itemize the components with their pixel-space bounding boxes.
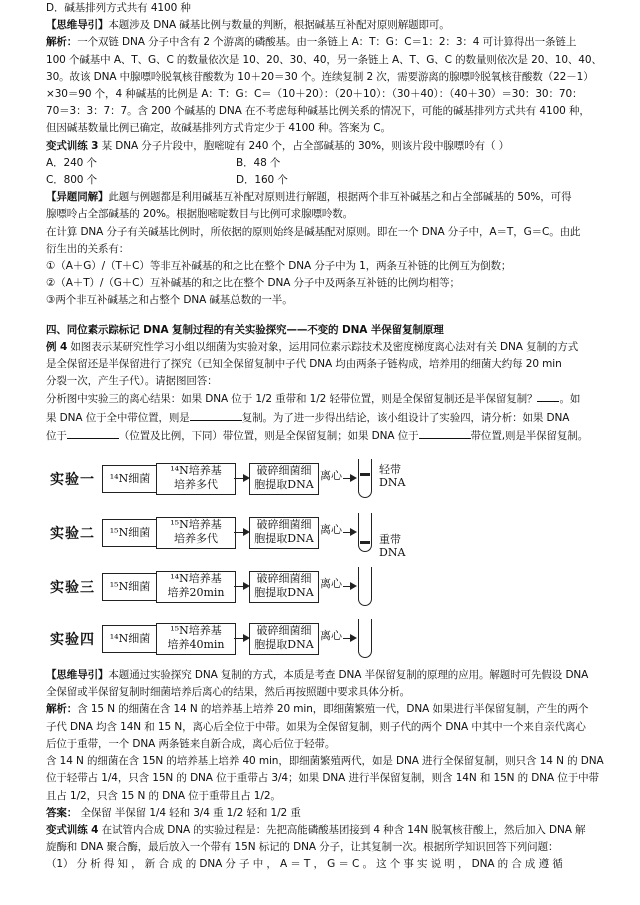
variant-4-line-3: （1） 分 析 得 知 ， 新 合 成 的 DNA 分 子 中 ， A ＝ T ， G ＝ C 。 这 个 事 实 说 明 ， DNA 的 合 成 遵 循 [46, 858, 563, 871]
experiment-2-bacteria: ¹⁵N细菌 [102, 519, 158, 547]
same-solution-text: 此题与例题都是利用碱基互补配对原则进行解题，根据两个非互补碱基之和占全部碱基的 50%，可得 [108, 191, 572, 204]
analysis-2-line-1 [46, 701, 614, 718]
experiment-3-medium-top: ¹⁴N培养基 [170, 572, 222, 586]
analysis-line-1 [46, 34, 614, 51]
experiment-2-label: 实验二 [50, 526, 95, 543]
experiment-2-band-text: 重带 [379, 533, 401, 547]
example-4-text-4b: 。如 [559, 393, 581, 406]
experiment-3-process [249, 571, 319, 603]
experiment-3-arrow-2 [343, 586, 355, 587]
rule-line-1: 在计算 DNA 分子有关碱基比例时，所依据的原则始终是碱基配对原则。即在一个 DNA 分子中，A＝T，G＝C。由此 [46, 225, 581, 238]
analysis-line-3: 30。故该 DNA 中腺嘌呤脱氧核苷酸数为 10＋20＝30 个。连续复制 2 次，需要游离的腺嘌呤脱氧核苷酸数（22－1） [46, 70, 594, 83]
example-4-text-5: 果 DNA 位于全中带位置，则是 [46, 411, 190, 424]
experiment-1-medium [156, 463, 236, 495]
analysis-line-5: 70＝3：3：7：7。含 200 个碱基的 DNA 在不考虑每种碱基比例关系的情况下，可能的碱基排列方式共有 4100 种， [46, 105, 590, 118]
analysis-2-line-2: 子代 DNA 均含 14N 和 15 N，离心后全位于中带。如果为全保留复制，则子代的两个 DNA 中其中一个来自亲代离心 [46, 720, 586, 733]
analysis-2-tag: 解析： [46, 703, 78, 716]
experiment-2-arrow-1 [234, 532, 248, 533]
experiment-4-process-bottom: 胞提取DNA [254, 638, 314, 652]
experiment-4-process [249, 623, 319, 655]
analysis-tag: 解析： [46, 36, 78, 49]
experiment-3-medium [156, 571, 236, 603]
example-4-line-6 [46, 427, 614, 445]
experiment-3-medium-bottom: 培养20min [167, 586, 225, 600]
answer-tag: 答案： [46, 806, 78, 819]
experiment-1-process [249, 463, 319, 495]
experiment-2-band-dna: DNA [379, 546, 406, 560]
experiment-1-band-label [379, 463, 405, 489]
section-4-heading: 四、同位素示踪标记 DNA 复制过程的有关实验探究——不变的 DNA 半保留复制原理 [46, 323, 444, 336]
experiment-1 [46, 459, 376, 499]
answer-blank-4[interactable] [419, 427, 471, 439]
rule-item-3: ③两个非互补碱基之和占整个 DNA 碱基总数的一半。 [46, 294, 293, 307]
guide-2-tag: 【思维导引】 [46, 669, 109, 682]
experiment-2-medium [156, 517, 236, 549]
experiment-3-tube [358, 567, 372, 606]
guide-2-text: 本题通过实验探究 DNA 复制的方式，本质是考查 DNA 半保留复制的原理的应用。解题时可先假设 DNA [108, 669, 589, 682]
analysis-2-line-5: 位于轻带占 1/4，只含 15N 的 DNA 位于重带占 3/4；如果 DNA 进行半保留复制，则含 14N 和 15N 的 DNA 位于中带 [46, 772, 599, 785]
options-row-2 [46, 172, 614, 189]
same-solution-tag: 【异题同解】 [46, 191, 109, 204]
variant-4-line-1 [46, 822, 614, 839]
example-4-tag: 例 4 [46, 340, 68, 353]
experiment-3-process-top: 破碎细菌细 [256, 572, 312, 586]
answer-line [46, 805, 614, 822]
example-4-line-1 [46, 339, 614, 356]
option-d-line: D．碱基排列方式共有 4100 种 [46, 2, 191, 14]
experiment-4-arrow-1 [234, 638, 248, 639]
analysis-2-line-4: 含 14 N 的细菌在含 15N 的培养基上培养 40 min，即细菌繁殖两代，如是 DNA 进行全保留复制，则只含 14 N 的 DNA [46, 755, 604, 768]
variant-3-text: 某 DNA 分子片段中，胞嘧啶有 240 个，占全部碱基的 30%，则该片段中腺嘌呤有（ ） [98, 139, 510, 152]
variant-3-tag: 变式训练 3 [46, 139, 99, 152]
options-row-1 [46, 155, 614, 172]
analysis-line-2: 100 个碱基中 A、T、G、C 的数量依次是 10、20、30、40，另一条链上 A、T、G、C 的数量则依次是 20、10、40、 [46, 53, 602, 66]
rule-item-2: ②（A＋T）/（G＋C）互补碱基的和之比在整个 DNA 分子中及两条互补链的比例均相等； [46, 277, 460, 290]
example-4-text-6c: 带位置,则是半保留复制。 [470, 429, 589, 442]
experiment-1-spin: 离心 [320, 469, 342, 483]
experiment-4-process-top: 破碎细菌细 [256, 624, 312, 638]
experiment-2-tube [358, 513, 372, 552]
experiment-2-medium-top: ¹⁵N培养基 [170, 518, 222, 532]
experiment-2-band-label [379, 533, 405, 559]
experiment-2 [46, 513, 376, 553]
experiment-2-process-top: 破碎细菌细 [256, 518, 312, 532]
example-4-text-1: 如图表示某研究性学习小组以细菌为实验对象，运用同位素示踪技术及密度梯度离心法对有关 DNA 复制的方式 [67, 340, 579, 353]
experiment-1-arrow-1 [234, 478, 248, 479]
option-c: C．800 个 [46, 174, 98, 187]
experiment-4-label: 实验四 [50, 632, 95, 649]
same-solution-line-2: 腺嘌呤占全部碱基的 20%。根据胞嘧啶数目与比例可求腺嘌呤数。 [46, 208, 354, 221]
experiment-4-spin: 离心 [320, 629, 342, 643]
analysis-2-line-6: 且占 1/2，只含 15 N 的 DNA 位于重带且占 1/2。 [46, 789, 281, 802]
example-4-text-4: 分析图中实验三的离心结果：如果 DNA 位于 1/2 重带和 1/2 轻带位置，则是全保留复制还是半保留复制？ [46, 393, 538, 406]
experiment-1-light-band [360, 473, 370, 476]
option-a: A．240 个 [46, 156, 97, 169]
experiment-1-band-dna: DNA [379, 476, 406, 490]
experiment-4-tube [358, 619, 372, 658]
variant-4-line-2: 旋酶和 DNA 聚合酶，最后放入一个带有 15N 标记的 DNA 分子，让其复制一次。根据所学知识回答下列问题： [46, 841, 559, 854]
analysis-line-6: 但因碱基数量比例已确定，故碱基排列方式肯定少于 4100 种。答案为 C。 [46, 122, 391, 135]
experiment-2-medium-bottom: 培养多代 [174, 532, 218, 546]
experiment-3-spin: 离心 [320, 577, 342, 591]
example-4-line-3: 分裂一次，产生子代）。请据图回答： [46, 375, 218, 388]
experiment-2-process-bottom: 胞提取DNA [254, 532, 314, 546]
experiment-4-bacteria: ¹⁴N细菌 [102, 625, 158, 653]
answer-text: 全保留 半保留 1/4 轻和 3/4 重 1/2 轻和 1/2 重 [77, 806, 301, 819]
document-page [46, 0, 614, 874]
guide-2-line-2: 全保留或半保留复制时细菌培养后离心的结果，然后再按照题中要求具体分析。 [46, 686, 410, 699]
experiment-2-arrow-2 [343, 532, 355, 533]
experiment-1-label: 实验一 [50, 472, 95, 489]
experiment-2-heavy-band [360, 541, 370, 544]
experiment-3-bacteria: ¹⁵N细菌 [102, 573, 158, 601]
experiment-3-arrow-1 [234, 586, 248, 587]
example-4-text-5b: 复制。为了进一步得出结论，该小组设计了实验四，请分析：如果 DNA [241, 411, 570, 424]
experiment-3-process-bottom: 胞提取DNA [254, 586, 314, 600]
answer-blank-3[interactable] [67, 427, 119, 439]
experiment-4-arrow-2 [343, 638, 355, 639]
analysis-text-1: 一个双链 DNA 分子中含有 2 个游离的磷酸基。由一条链上 A：T：G：C＝1：2：3：4 可计算得出一条链上 [77, 36, 577, 49]
experiment-diagram [46, 451, 614, 663]
experiment-4-medium-bottom: 培养40min [167, 638, 225, 652]
example-4-line-4 [46, 390, 614, 408]
experiment-4 [46, 619, 376, 659]
variant-4-text-1: 在试管内合成 DNA 的实验过程是：先把高能磷酸基团接到 4 种含 14N 脱氧核苷酸上，然后加入 DNA 解 [98, 823, 586, 836]
experiment-1-bacteria: ¹⁴N细菌 [102, 465, 158, 493]
guide-text: 本题涉及 DNA 碱基比例与数量的判断，根据碱基互补配对原则解题即可。 [108, 19, 450, 32]
example-4-line-5 [46, 409, 614, 427]
experiment-1-arrow-2 [343, 478, 355, 479]
option-b: B．48 个 [236, 156, 281, 169]
example-4-text-6: 位于 [46, 429, 67, 442]
example-4-text-6b: （位置及比例，下同）带位置，则是全保留复制；如果 DNA 位于 [118, 429, 419, 442]
variant-4-tag: 变式训练 4 [46, 823, 99, 836]
experiment-3 [46, 567, 376, 607]
rule-item-1: ①（A＋G）/（T＋C）等非互补碱基的和之比在整个 DNA 分子中为 1，两条互补链的比例互为倒数； [46, 260, 512, 273]
experiment-4-medium [156, 623, 236, 655]
example-4-line-2: 是全保留还是半保留进行了探究（已知全保留复制中子代 DNA 均由两条子链构成，培养用的细菌大约每 20 min [46, 358, 562, 371]
rule-line-2: 衍生出的关系有： [46, 242, 130, 255]
experiment-2-process [249, 517, 319, 549]
experiment-1-band-text: 轻带 [379, 463, 401, 477]
experiment-4-medium-top: ¹⁵N培养基 [170, 624, 222, 638]
answer-blank-1[interactable] [537, 390, 559, 402]
experiment-1-tube [358, 459, 372, 498]
variant-3-question [46, 138, 614, 155]
same-solution-line-1 [46, 189, 614, 206]
experiment-3-label: 实验三 [50, 580, 95, 597]
analysis-2-text-1: 含 15 N 的细菌在含 14 N 的培养基上培养 20 min，即细菌繁殖一代，DNA 如果进行半保留复制，产生的两个 [77, 703, 589, 716]
answer-blank-2[interactable] [190, 409, 242, 421]
experiment-1-medium-bottom: 培养多代 [174, 478, 218, 492]
guide-2-line-1 [46, 667, 614, 684]
experiment-2-spin: 离心 [320, 523, 342, 537]
experiment-1-process-top: 破碎细菌细 [256, 464, 312, 478]
experiment-1-process-bottom: 胞提取DNA [254, 478, 314, 492]
analysis-line-4: ×30＝90 个，4 种碱基的比例是 A：T：G：C＝（10＋20）：（20＋10）：（30＋40）：（40＋30）＝30：30：70： [46, 88, 583, 101]
guide-line [46, 17, 614, 34]
guide-tag: 【思维导引】 [46, 19, 109, 32]
option-d: D．160 个 [236, 174, 288, 187]
experiment-1-medium-top: ¹⁴N培养基 [170, 464, 222, 478]
analysis-2-line-3: 后位于重带，一个 DNA 两条链来自新合成，离心后位于轻带。 [46, 737, 336, 750]
